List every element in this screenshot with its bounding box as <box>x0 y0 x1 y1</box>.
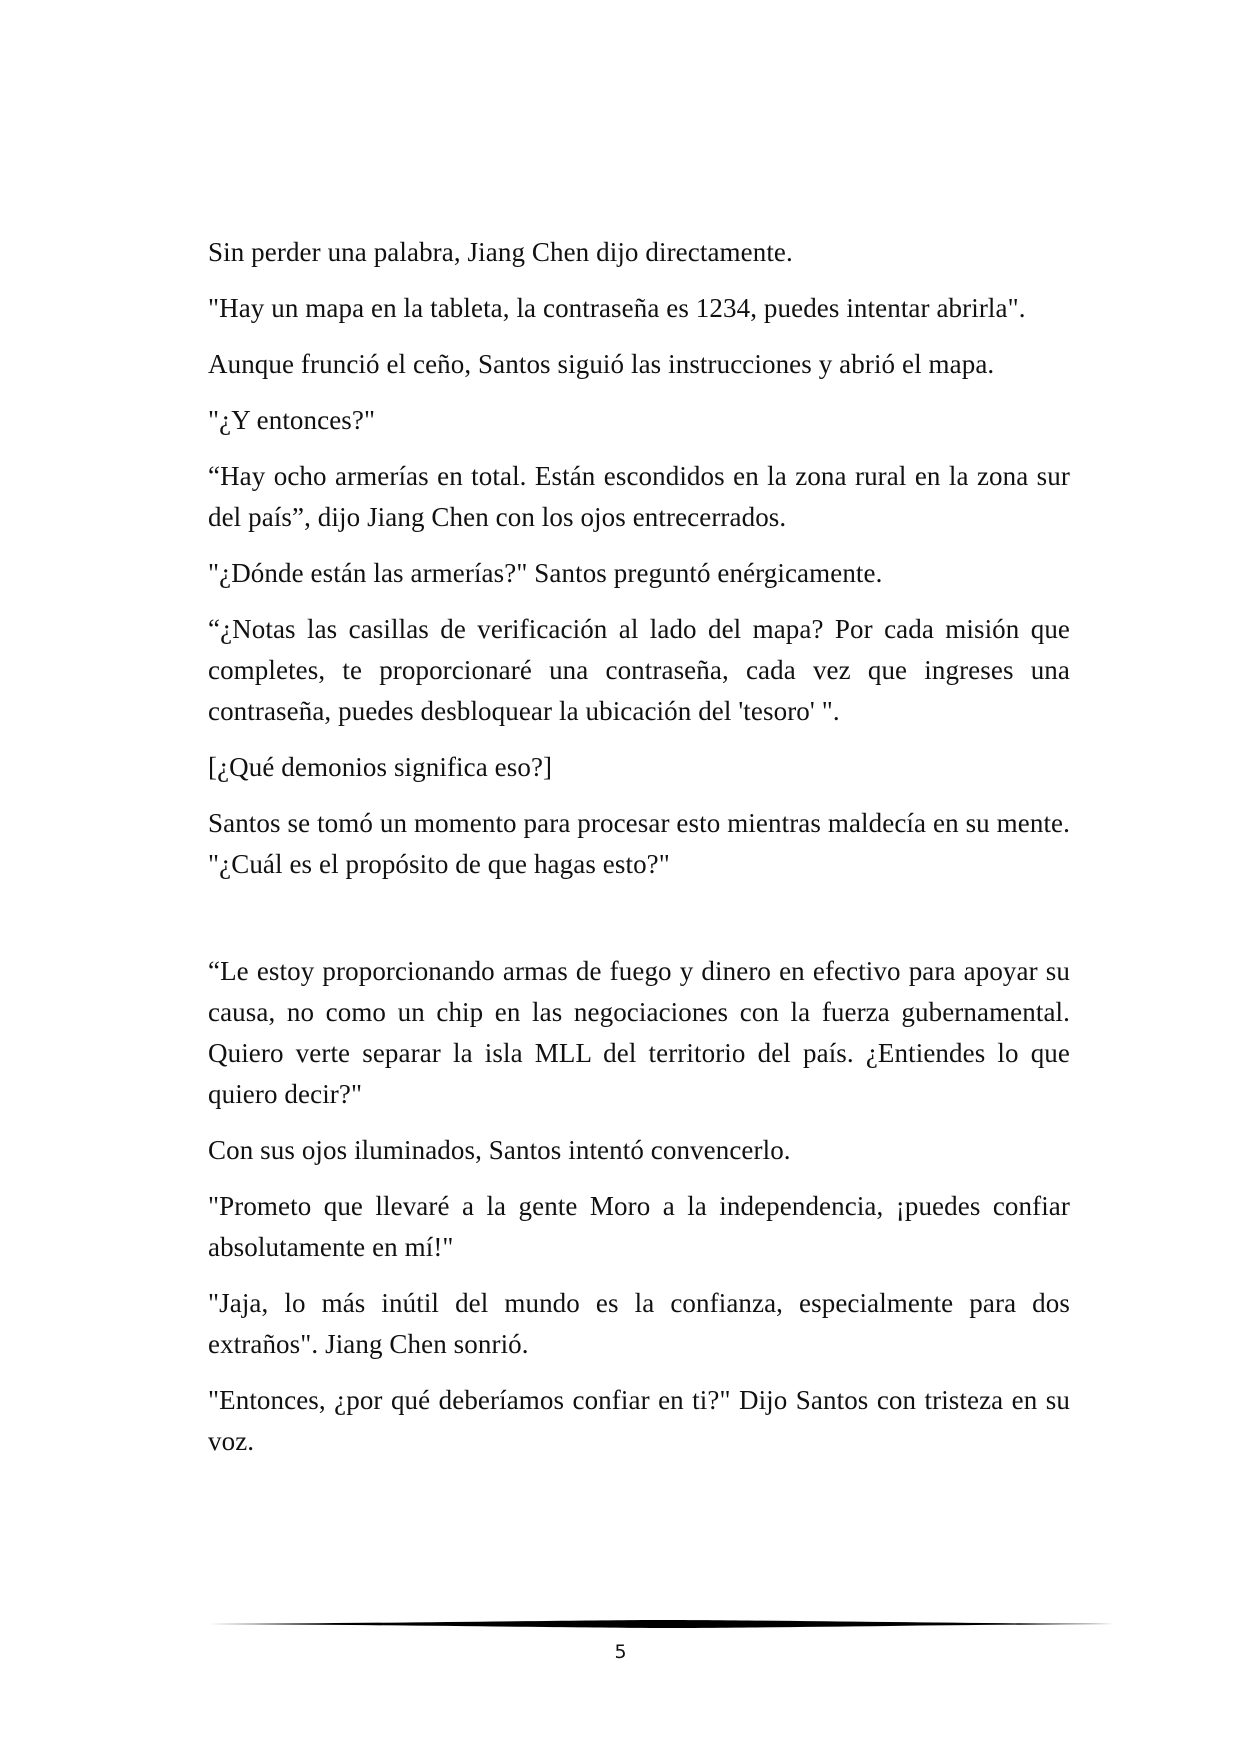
paragraph: "Entonces, ¿por qué deberíamos confiar en ti?" Dijo Santos con tristeza en su voz. <box>208 1385 1070 1456</box>
footer-divider <box>208 1617 1114 1631</box>
paragraph: Santos se tomó un momento para procesar esto mientras maldecía en su mente. "¿Cuál es el propósito de que hagas esto?" <box>208 808 1070 879</box>
paragraph: "Prometo que llevaré a la gente Moro a la independencia, ¡puedes confiar absolutamente en mí!" <box>208 1191 1070 1262</box>
paragraph: Con sus ojos iluminados, Santos intentó convencerlo. <box>208 1135 791 1165</box>
paragraph: Aunque frunció el ceño, Santos siguió las instrucciones y abrió el mapa. <box>208 349 995 379</box>
page-number: 5 <box>614 1641 627 1663</box>
paragraph: "Hay un mapa en la tableta, la contraseña es 1234, puedes intentar abrirla". <box>208 293 1026 323</box>
paragraph: [¿Qué demonios significa eso?] <box>208 752 553 782</box>
paragraph: “Le estoy proporcionando armas de fuego y dinero en efectivo para apoyar su causa, no como un chip en las negociaciones con la fuerza gubernamental. Quiero verte separar la isla MLL del territorio del país. ¿Entiendes lo que quiero decir?" <box>208 956 1070 1109</box>
paragraph: “Hay ocho armerías en total. Están escondidos en la zona rural en la zona sur del país”, dijo Jiang Chen con los ojos entrecerrados. <box>208 461 1070 532</box>
paragraph: "Jaja, lo más inútil del mundo es la confianza, especialmente para dos extraños". Jiang Chen sonrió. <box>208 1288 1070 1359</box>
paragraph: "¿Y entonces?" <box>208 405 376 435</box>
paragraph: "¿Dónde están las armerías?" Santos preguntó enérgicamente. <box>208 558 883 588</box>
body-text <box>208 232 1070 1477</box>
paragraph: “¿Notas las casillas de verificación al lado del mapa? Por cada misión que completes, te proporcionaré una contraseña, cada vez que ingreses una contraseña, puedes desbloquear la ubicación del 'tesoro' ". <box>208 614 1070 726</box>
paragraph: Sin perder una palabra, Jiang Chen dijo directamente. <box>208 237 793 267</box>
